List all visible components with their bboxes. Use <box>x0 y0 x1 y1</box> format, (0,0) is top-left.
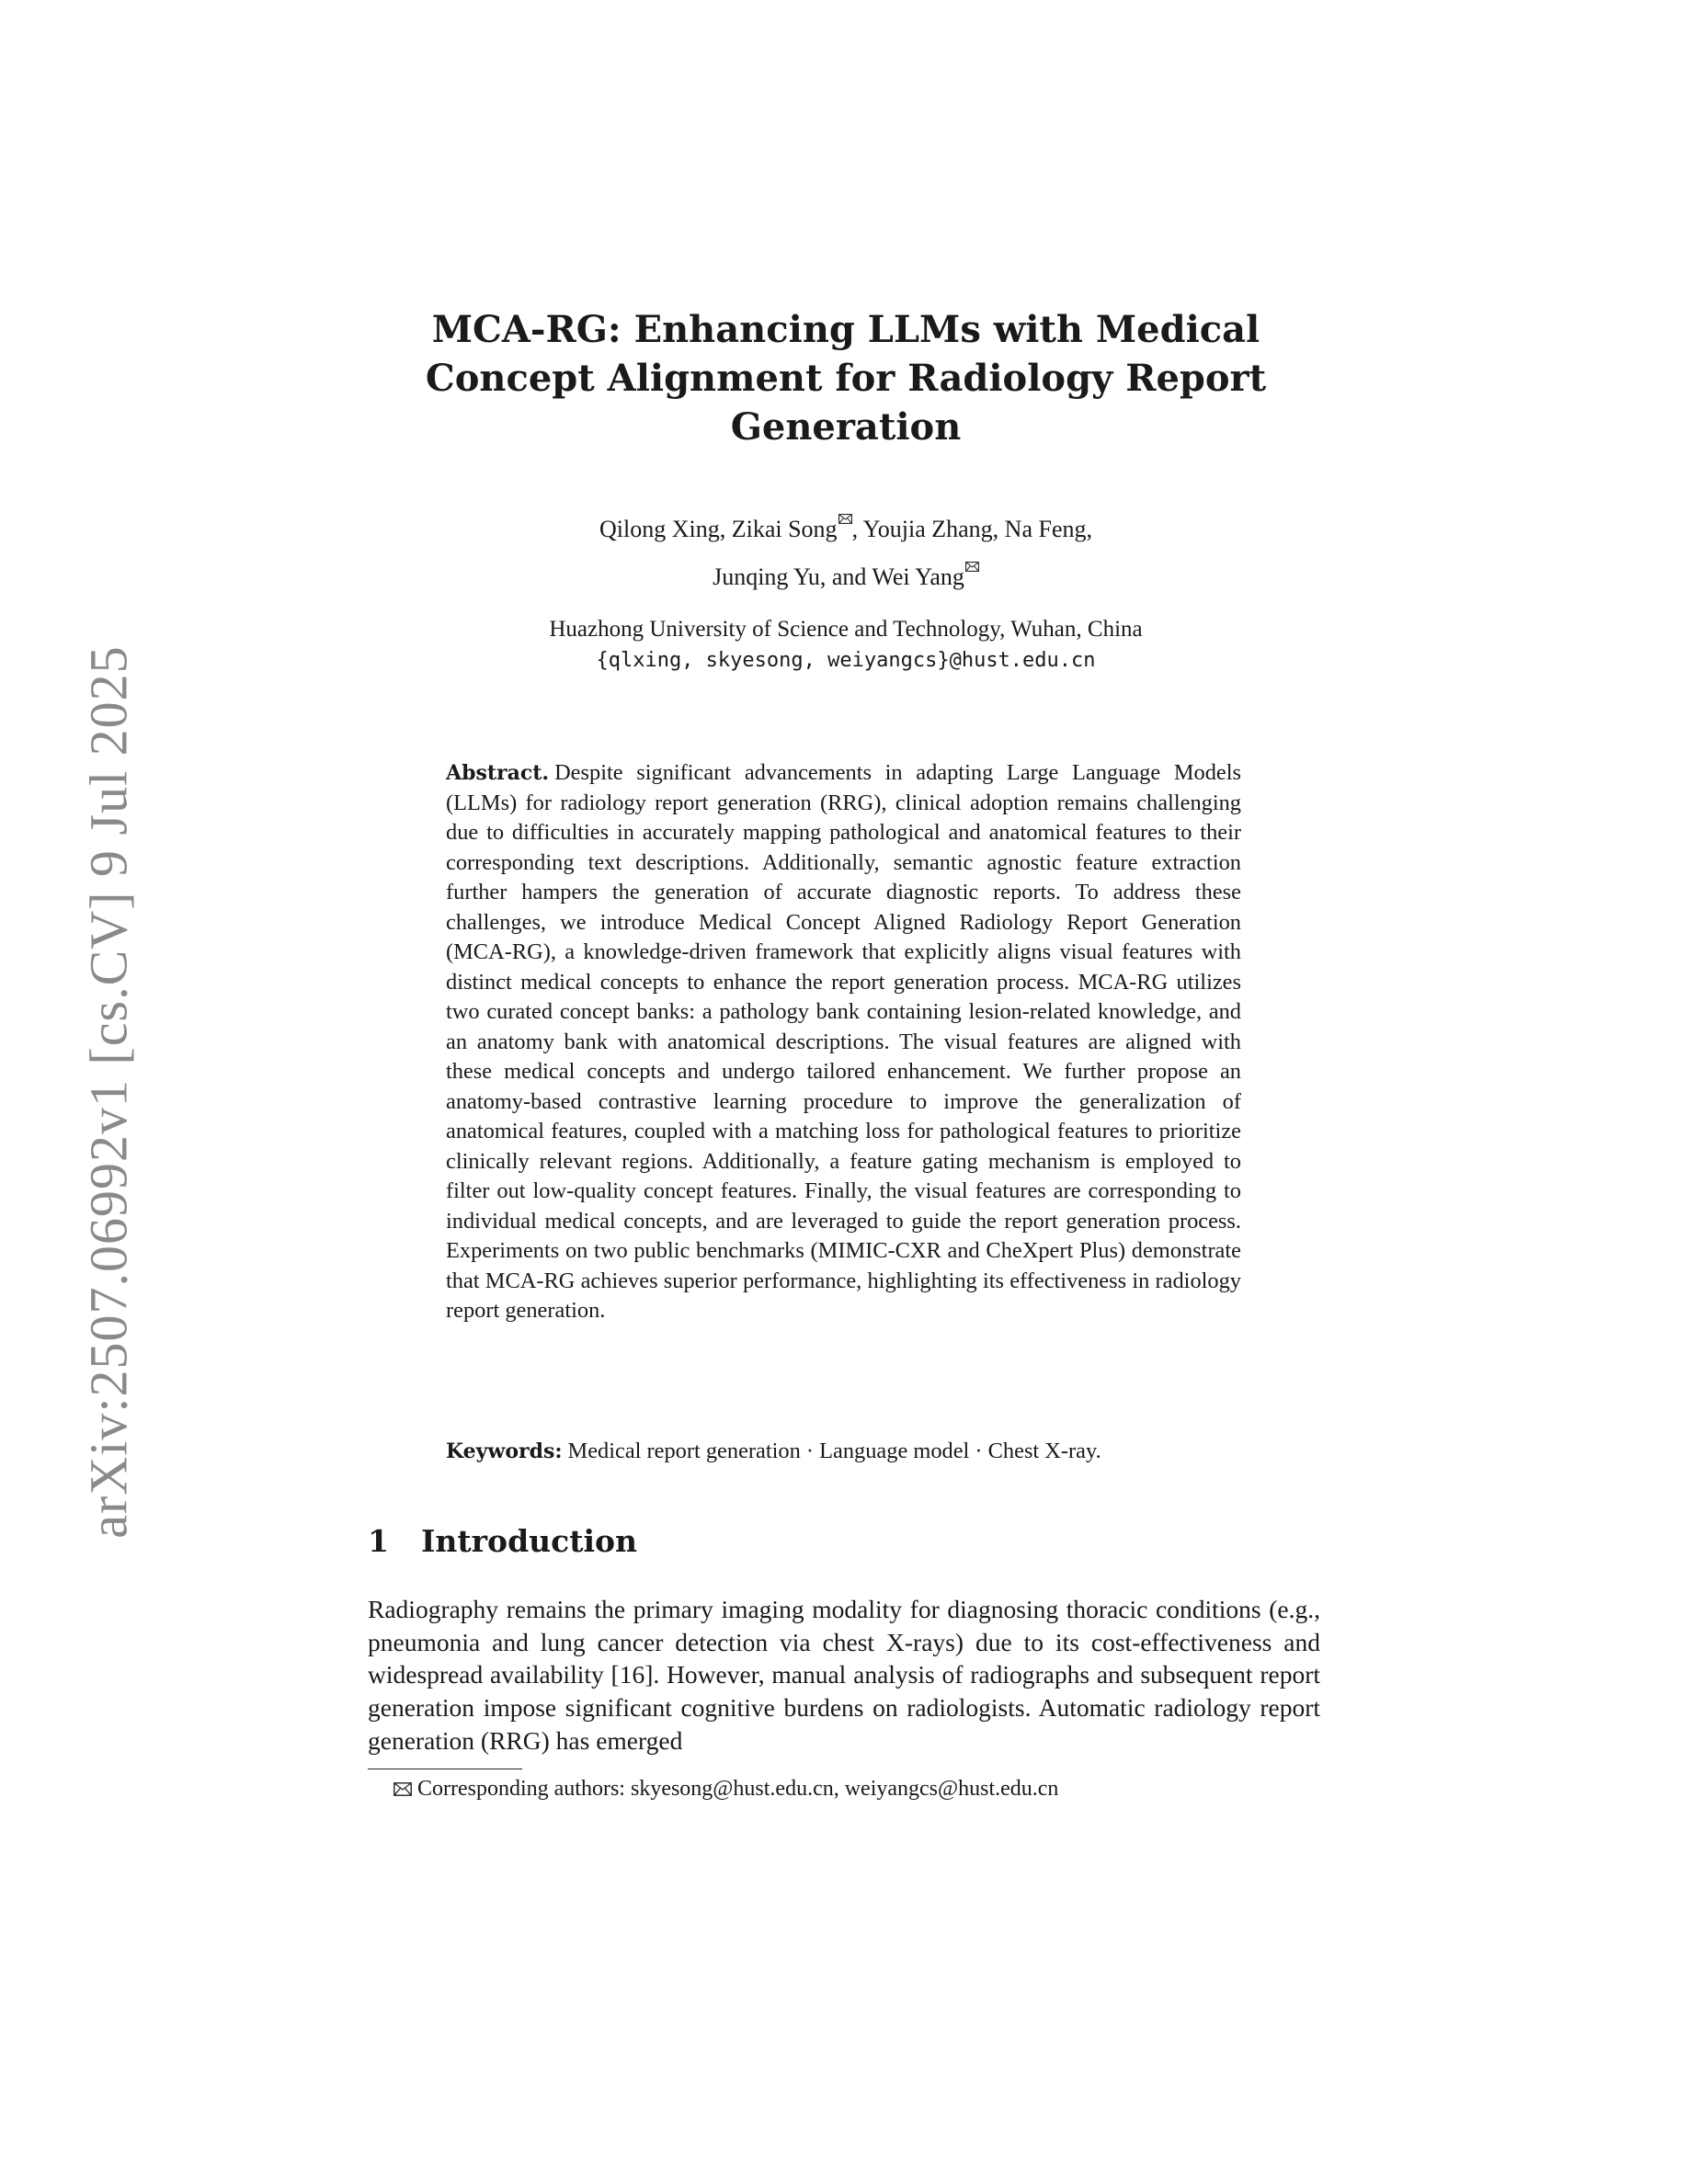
author-list <box>405 506 1287 601</box>
affiliation-block <box>405 614 1287 677</box>
keywords-label: Keywords: <box>446 1439 563 1463</box>
intro-paragraph: Radiography remains the primary imaging modality for diagnosing thoracic conditions (e.g., pneumonia and lung cancer detection via chest X-rays) due to its cost-effectiveness and widespread availability [16]. However, manual analysis of radiographs and subsequent report generation impose significant cognitive burdens on radiologists. Automatic radiology report generation (RRG) has emerged <box>368 1595 1320 1755</box>
section-number: 1 <box>368 1523 389 1559</box>
footnote <box>393 1774 1313 1803</box>
envelope-icon <box>838 514 852 524</box>
authors-second-part: , Youjia Zhang, Na Feng, <box>851 516 1092 542</box>
envelope-icon <box>393 1782 412 1796</box>
author-line-2 <box>405 553 1287 601</box>
abstract-text: Despite significant advancements in adapting Large Language Models (LLMs) for radiology report generation (RRG), clinical adoption remains challenging due to difficulties in accurately mapping pathological and anatomical features to their corresponding text descriptions. Additionally, semantic agnostic feature extraction further hampers the generation of accurate diagnostic reports. To address these challenges, we introduce Medical Concept Aligned Radiology Report Generation (MCA-RG), a knowledge-driven framework that explicitly aligns visual features with distinct medical concepts to enhance the report generation process. MCA-RG utilizes two curated concept banks: a pathology bank containing lesion-related knowledge, and an anatomy bank with anatomical descriptions. The visual features are aligned with these medical concepts and undergo tailored enhancement. We further propose an anatomy-based contrastive learning procedure to improve the generalization of anatomical features, coupled with a matching loss for pathological features to prioritize clinically relevant regions. Additionally, a feature gating mechanism is employed to filter out low-quality concept features. Finally, the visual features are corresponding to individual medical concepts, and are leveraged to guide the report generation process. Experiments on two public benchmarks (MIMIC-CXR and CheXpert Plus) demonstrate that MCA-RG achieves superior performance, highlighting its effectiveness in radiology report generation. <box>446 760 1241 1323</box>
keywords-text: Medical report generation · Language model · Chest X-ray. <box>567 1439 1101 1463</box>
abstract-label: Abstract. <box>446 761 550 785</box>
author-emails: {qlxing, skyesong, weiyangcs}@hust.edu.cn <box>596 649 1096 672</box>
paper-title: MCA-RG: Enhancing LLMs with Medical Concept Alignment for Radiology Report Generation <box>425 308 1267 449</box>
arxiv-identifier: arXiv:2507.06992v1 [cs.CV] 9 Jul 2025 <box>78 645 139 1539</box>
section-title: Introduction <box>421 1523 638 1559</box>
footnote-text: Corresponding authors: skyesong@hust.edu.cn, weiyangcs@hust.edu.cn <box>417 1777 1059 1801</box>
envelope-icon <box>965 562 979 572</box>
abstract <box>446 758 1241 1326</box>
author-line-1 <box>405 506 1287 553</box>
authors-first-part: Qilong Xing, Zikai Song <box>599 516 838 542</box>
affiliation: Huazhong University of Science and Technology, Wuhan, China <box>549 617 1143 642</box>
authors-last-part: Junqing Yu, and Wei Yang <box>713 563 964 590</box>
keywords <box>446 1437 1241 1466</box>
section-heading <box>368 1521 637 1562</box>
